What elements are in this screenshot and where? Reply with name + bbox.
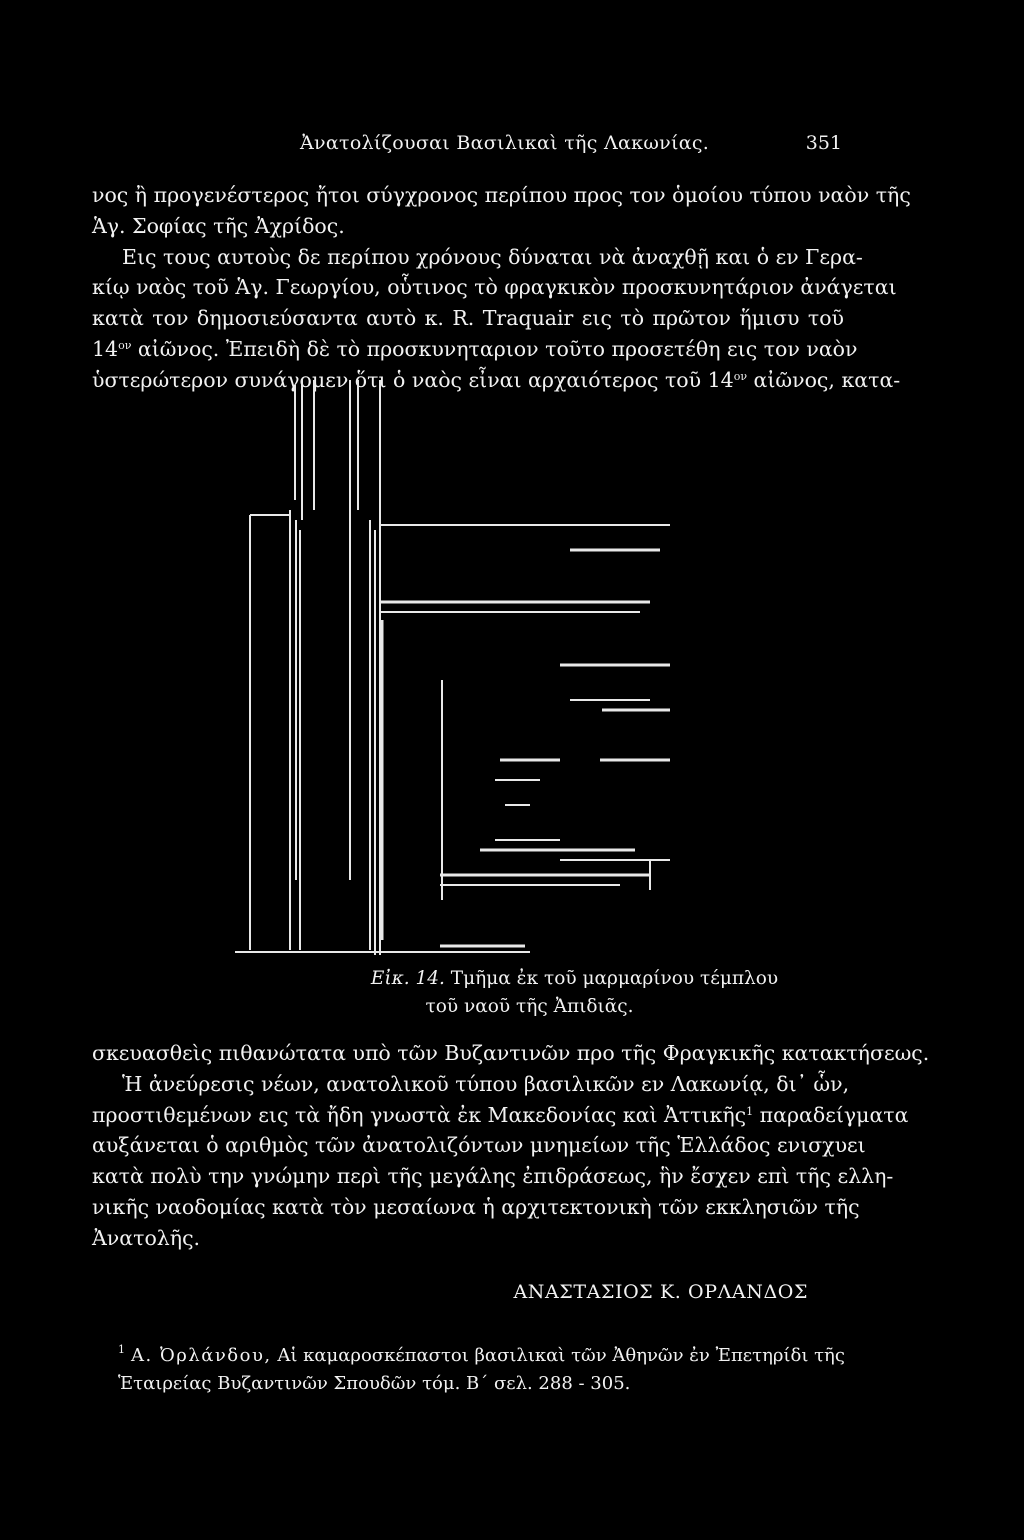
caption-line	[0, 965, 1024, 993]
text-line: κατὰ τον δημοσιεύσαντα αυτὸ κ. R. Traquair εις τὸ πρῶτον ἥμισυ τοῦ	[92, 306, 844, 331]
superscript: ον	[733, 369, 748, 383]
text-line: Εις τους αυτοὺς δε περίπου χρόνους δύναται νὰ ἀναχθῇ και ὁ εν Γερα-	[122, 244, 863, 269]
body-text-bottom	[92, 1038, 930, 1254]
caption-line: τοῦ ναοῦ τῆς Ἀπιδιᾶς.	[425, 996, 634, 1017]
text-fragment: παραδείγματα	[753, 1102, 909, 1127]
text-line	[92, 334, 858, 365]
text-line: αυξάνεται ὁ αριθμὸς τῶν ἀνατολιζόντων μνημείων τῆς Ἑλλάδος ενισχυει	[92, 1133, 866, 1158]
author-signature: ΑΝΑΣΤΑΣΙΟΣ Κ. ΟΡΛΑΝΔΟΣ	[513, 1281, 808, 1303]
text-fragment: 14	[92, 336, 119, 361]
running-head	[0, 132, 1024, 162]
footnote-text: Αἱ καμαροσκέπαστοι βασιλικαὶ τῶν Ἀθηνῶν ἐν Ἐπετηρίδι τῆς	[271, 1345, 845, 1366]
footnote-line	[118, 1336, 844, 1370]
text-line: σκευασθεὶς πιθανώτατα υπὸ τῶν Βυζαντινῶν προ τῆς Φραγκικῆς κατακτήσεως.	[92, 1041, 930, 1065]
footnote-reference[interactable]: 1	[746, 1104, 754, 1118]
footnote-mark: 1	[118, 1343, 125, 1356]
text-fragment: προστιθεμένων εις τὰ ἤδη γνωστὰ ἐκ Μακεδονίας καὶ Ἀττικῆς	[92, 1102, 747, 1127]
templon-photograph	[230, 380, 670, 960]
footnote-line: Ἑταιρείας Βυζαντινῶν Σπουδῶν τόμ. Β΄ σελ. 288 - 305.	[118, 1373, 631, 1394]
text-line: κίῳ ναὸς τοῦ Ἁγ. Γεωργίου, οὗτινος τὸ φραγκικὸν προσκυνητάριον ἀνάγεται	[92, 275, 897, 300]
text-fragment: αἰῶνος. Ἐπειδὴ δὲ τὸ προσκυνηταριον τοῦτο προσετέθη εις τον ναὸν	[131, 336, 858, 361]
text-line: Ἡ ἀνεύρεσις νέων, ανατολικοῦ τύπου βασιλικῶν εν Λακωνίᾳ, δι᾽ ὧν,	[122, 1071, 850, 1096]
running-title: Ἀνατολίζουσαι Βασιλικαὶ τῆς Λακωνίας.	[300, 132, 710, 154]
templon-figure-svg	[230, 380, 670, 960]
caption-text: Τμῆμα ἐκ τοῦ μαρμαρίνου τέμπλου	[450, 968, 779, 989]
text-fragment: ὑστερώτερον συνάγομεν ὅτι ὁ ναὸς εἶναι αρχαιότερος τοῦ 14	[92, 367, 734, 392]
page-number: 351	[805, 132, 842, 154]
footnote	[118, 1336, 844, 1398]
figure-label: Εἰκ. 14.	[370, 968, 445, 989]
body-text-top	[92, 180, 911, 396]
text-line: Ἁγ. Σοφίας τῆς Ἀχρίδος.	[92, 213, 345, 238]
text-line	[92, 1100, 909, 1131]
text-line: νικῆς ναοδομίας κατὰ τὸν μεσαίωνα ἡ αρχιτεκτονικὴ τῶν εκκλησιῶν τῆς	[92, 1194, 860, 1219]
footnote-author: Α. Ὀρλάνδου,	[131, 1345, 272, 1366]
text-fragment: αἰῶνος, κατα-	[747, 367, 901, 392]
text-line: Ἀνατολῆς.	[92, 1225, 201, 1250]
superscript: ον	[118, 338, 132, 352]
text-line: κατὰ πολὺ την γνώμην περὶ τῆς μεγάλης ἐπιδράσεως, ἣν ἔσχεν επὶ τῆς ελλη-	[92, 1164, 894, 1189]
text-line: νος ἢ προγενέστερος ἤτοι σύγχρονος περίπου προς τον ὁμοίου τύπου ναὸν τῆς	[92, 183, 911, 207]
figure-caption	[0, 965, 1024, 1021]
